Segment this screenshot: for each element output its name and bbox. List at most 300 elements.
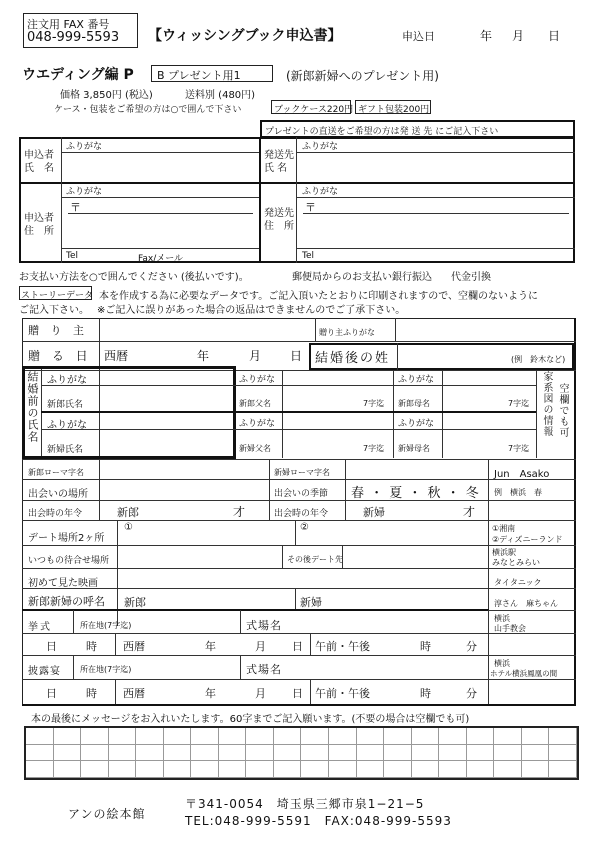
example-column-divider xyxy=(488,459,489,705)
message-cell[interactable] xyxy=(384,728,412,745)
divider xyxy=(236,411,536,413)
meet-season-options[interactable]: 春 ・ 夏 ・ 秋 ・ 冬 xyxy=(351,486,480,501)
reception-example-2: ホテル横浜鳳凰の間 xyxy=(490,669,558,678)
message-cell[interactable] xyxy=(439,728,467,745)
bride-father-input[interactable] xyxy=(284,431,354,455)
direct-ship-note: プレゼントの直送をご希望の方は発 送 先 にご記入下さい xyxy=(265,127,499,137)
seireki-label: 西暦 xyxy=(104,349,129,363)
giver-input[interactable] xyxy=(101,320,311,340)
message-cell[interactable] xyxy=(301,728,329,745)
divider xyxy=(296,152,575,153)
bride-age-unit: 才 xyxy=(463,505,476,519)
divider xyxy=(41,411,236,413)
purpose-text: (新郎新婦へのプレゼント用) xyxy=(286,69,439,83)
reception-seireki-label: 西暦 xyxy=(123,687,145,700)
divider xyxy=(22,459,576,460)
message-cell[interactable] xyxy=(412,761,440,778)
bride-mother-input[interactable] xyxy=(444,431,504,455)
divider xyxy=(41,385,236,386)
divider xyxy=(393,370,394,458)
message-cell[interactable] xyxy=(329,761,357,778)
message-cell[interactable] xyxy=(357,761,385,778)
message-cell[interactable] xyxy=(54,728,82,745)
reception-location-label: 所在地(7字迄) xyxy=(80,665,132,674)
message-cell[interactable] xyxy=(522,761,550,778)
payment-option-postal[interactable]: 郵便局からのお支払い xyxy=(292,272,392,283)
divider xyxy=(22,479,576,480)
groom-name-label: 新郎氏名 xyxy=(47,400,84,410)
bride-father-furigana-label: ふりがな xyxy=(239,419,276,429)
bride-mother-furigana-label: ふりがな xyxy=(398,419,435,429)
message-cell[interactable] xyxy=(522,728,550,745)
applicant-address-furigana-label: ふりがな xyxy=(66,187,103,197)
message-cell[interactable] xyxy=(136,728,164,745)
divider xyxy=(61,152,259,153)
series-title: ウエディング編 P xyxy=(22,67,134,83)
message-cell[interactable] xyxy=(384,745,412,762)
divider xyxy=(115,633,116,655)
divider xyxy=(296,137,297,263)
usual-meet-input[interactable] xyxy=(119,547,279,567)
message-cell[interactable] xyxy=(357,728,385,745)
message-cell[interactable] xyxy=(549,728,577,745)
recipient-name-input[interactable] xyxy=(298,154,573,181)
bride-roman-input[interactable] xyxy=(347,461,486,478)
groom-father-limit: 7字迄 xyxy=(363,399,385,408)
groom-roman-input[interactable] xyxy=(101,461,267,478)
ceremony-year-label: 年 xyxy=(205,640,216,653)
divider xyxy=(99,318,100,371)
message-cell[interactable] xyxy=(136,761,164,778)
reception-datetime-label: 日 時 xyxy=(46,687,106,700)
bride-mother-limit: 7字迄 xyxy=(508,444,530,453)
family-tree-note: 家系図の情報 xyxy=(541,371,552,437)
message-cell[interactable] xyxy=(54,761,82,778)
message-cell[interactable] xyxy=(246,745,274,762)
payment-option-bank[interactable]: 銀行振込 xyxy=(392,272,432,283)
recipient-address-furigana-label: ふりがな xyxy=(302,187,339,197)
reception-venue-label: 式場名 xyxy=(246,663,282,676)
message-cell[interactable] xyxy=(301,761,329,778)
groom-mother-furigana-input[interactable] xyxy=(444,371,534,384)
reception-day-input[interactable] xyxy=(270,681,290,702)
option-book-case-label: ブックケース220円 xyxy=(274,105,354,115)
message-cell[interactable] xyxy=(329,745,357,762)
message-cell[interactable] xyxy=(384,761,412,778)
message-cell[interactable] xyxy=(164,728,192,745)
message-cell[interactable] xyxy=(467,761,495,778)
married-surname-example: (例 鈴木など) xyxy=(511,355,566,364)
groom-mother-input[interactable] xyxy=(444,387,504,410)
divider xyxy=(73,610,74,633)
reception-minute-label: 分 xyxy=(466,687,477,700)
gift-date-label: 贈 る 日 xyxy=(28,349,92,363)
divider xyxy=(115,679,116,705)
applicant-name-label: 申込者 氏 名 xyxy=(24,150,54,174)
ceremony-minute-label: 分 xyxy=(466,640,477,653)
bride-mother-furigana-input[interactable] xyxy=(444,414,534,427)
divider xyxy=(61,137,62,263)
ceremony-label: 挙式 xyxy=(28,622,52,633)
message-cell[interactable] xyxy=(219,728,247,745)
message-cell[interactable] xyxy=(274,745,302,762)
message-cell[interactable] xyxy=(494,728,522,745)
divider xyxy=(22,588,576,589)
giver-label: 贈 り 主 xyxy=(28,324,88,337)
reception-hour-label: 時 xyxy=(420,687,431,700)
divider xyxy=(282,370,283,458)
message-cell[interactable] xyxy=(467,728,495,745)
after-date-label: その後デート先 xyxy=(287,555,343,564)
message-cell[interactable] xyxy=(164,761,192,778)
story-note-2: ご記入下さい。 xyxy=(19,305,89,316)
option-gift-wrap-label: ギフト包装200円 xyxy=(358,105,430,115)
message-cell[interactable] xyxy=(54,745,82,762)
message-note: 本の最後にメッセージをお入れいたします。60字までご記入願います。(不要の場合は空欄でも可) xyxy=(31,714,470,725)
divider xyxy=(73,655,74,679)
payment-option-cod[interactable]: 代金引換 xyxy=(451,272,491,283)
divider xyxy=(22,679,576,680)
message-cell[interactable] xyxy=(81,761,109,778)
recipient-furigana-input[interactable] xyxy=(298,139,573,151)
divider xyxy=(99,459,100,520)
reception-hour-input[interactable] xyxy=(380,681,418,702)
ceremony-datetime-label: 日 時 xyxy=(46,640,106,653)
bride-nickname-input[interactable] xyxy=(327,591,486,608)
message-cell[interactable] xyxy=(164,745,192,762)
bride-father-furigana-input[interactable] xyxy=(284,414,391,427)
divider xyxy=(397,343,398,370)
divider xyxy=(442,370,443,458)
divider xyxy=(488,610,576,611)
message-cell[interactable] xyxy=(109,761,137,778)
bride-furigana-label: ふりがな xyxy=(47,420,87,431)
bride-meet-age-label: 出会時の年令 xyxy=(274,509,329,519)
reception-label: 披露宴 xyxy=(28,666,61,677)
payment-note: お支払い方法を○で囲んでください (後払いです)。 xyxy=(19,272,249,283)
movie-example: タイタニック xyxy=(494,578,542,587)
ceremony-month-input[interactable] xyxy=(222,635,252,653)
divider xyxy=(240,655,241,679)
groom-furigana-label: ふりがな xyxy=(47,375,87,386)
divider xyxy=(22,655,576,656)
applicant-postal-input[interactable] xyxy=(80,199,250,212)
ceremony-day-label: 日 xyxy=(292,640,303,653)
message-cell[interactable] xyxy=(522,745,550,762)
divider xyxy=(269,459,270,520)
usual-meet-label: いつもの待合せ場所 xyxy=(28,556,110,566)
message-cell[interactable] xyxy=(81,728,109,745)
married-surname-label: 結婚後の姓 xyxy=(315,351,391,366)
usual-example-1: 横浜駅 xyxy=(492,548,516,557)
bride-name-label: 新婦氏名 xyxy=(47,445,84,455)
recipient-tel-input[interactable] xyxy=(318,250,568,262)
ceremony-day-input[interactable] xyxy=(270,635,290,653)
apply-date-label: 申込日 xyxy=(402,30,435,43)
divider xyxy=(342,545,343,568)
message-cell[interactable] xyxy=(274,728,302,745)
story-note-3: ※ご記入に誤りがあった場合の返品はできませんのでご了承下さい。 xyxy=(97,305,406,316)
meet-place-label: 出会いの場所 xyxy=(28,489,88,500)
divider xyxy=(19,182,575,184)
company-address: 〒341-0054 埼玉県三郷市泉1−21−5 xyxy=(185,797,425,811)
message-cell[interactable] xyxy=(109,745,137,762)
ceremony-venue-input[interactable] xyxy=(290,612,485,632)
reception-minute-input[interactable] xyxy=(435,681,463,702)
usual-example-2: みなとみらい xyxy=(492,558,540,567)
story-note-1: 本を作成する為に必要なデータです。ご記入頂いたとおりに印刷されますので、空欄のないように xyxy=(99,291,538,302)
applicant-furigana-input[interactable] xyxy=(63,139,257,151)
message-cell[interactable] xyxy=(494,761,522,778)
bride-furigana-input[interactable] xyxy=(101,414,233,427)
divider xyxy=(240,610,241,633)
message-cell[interactable] xyxy=(219,745,247,762)
applicant-fax-mail-input[interactable] xyxy=(192,250,256,262)
groom-father-furigana-input[interactable] xyxy=(284,371,391,384)
first-movie-input[interactable] xyxy=(119,570,486,587)
reception-day-label: 日 xyxy=(292,687,303,700)
reception-month-input[interactable] xyxy=(222,681,252,702)
divider xyxy=(259,137,261,263)
applicant-fax-mail-label: Fax/メール xyxy=(138,254,184,264)
edition-label: B プレゼント用1 xyxy=(157,69,241,82)
price-text: 価格 3,850円 (税込) xyxy=(60,90,153,101)
ceremony-venue-label: 式場名 xyxy=(246,619,282,632)
recipient-address-label: 発送先 住 所 xyxy=(264,208,294,232)
gift-day-input[interactable] xyxy=(264,344,286,366)
groom-mother-furigana-label: ふりがな xyxy=(398,375,435,385)
recipient-postal-input[interactable] xyxy=(316,199,566,212)
edition-box xyxy=(151,65,273,82)
message-cell[interactable] xyxy=(412,728,440,745)
message-cell[interactable] xyxy=(26,745,54,762)
married-surname-input[interactable] xyxy=(399,345,509,368)
ceremony-location-label: 所在地(7字迄) xyxy=(80,621,132,630)
message-cell[interactable] xyxy=(549,761,577,778)
divider xyxy=(61,197,259,198)
groom-name-input[interactable] xyxy=(101,387,233,410)
gift-month-label: 月 xyxy=(249,349,262,363)
message-cell[interactable] xyxy=(274,761,302,778)
bride-label: 新婦 xyxy=(363,506,385,519)
apply-month-label: 月 xyxy=(512,29,525,43)
applicant-postal-mark: 〒 xyxy=(70,201,81,214)
gift-day-label: 日 xyxy=(290,349,303,363)
message-cell[interactable] xyxy=(81,745,109,762)
bride-father-label: 新婦父名 xyxy=(239,444,271,453)
reception-year-label: 年 xyxy=(205,687,216,700)
divider xyxy=(22,500,576,501)
apply-year-label: 年 xyxy=(480,29,493,43)
gift-year-input[interactable] xyxy=(132,344,192,366)
bride-nickname-label: 新婦 xyxy=(300,596,322,609)
date-place-2-marker: ② xyxy=(300,522,309,533)
reception-ampm[interactable]: 午前・午後 xyxy=(315,687,370,700)
giver-furigana-input[interactable] xyxy=(397,320,572,340)
message-cell[interactable] xyxy=(357,745,385,762)
story-data-label: ストーリーデータ xyxy=(21,291,94,301)
message-cell[interactable] xyxy=(191,745,219,762)
option-book-case[interactable] xyxy=(271,100,354,115)
date-place-1-input[interactable] xyxy=(136,522,291,544)
ceremony-year-input[interactable] xyxy=(150,635,202,653)
divider xyxy=(22,520,576,521)
message-cell[interactable] xyxy=(219,761,247,778)
story-data-label-box xyxy=(19,286,92,300)
nick-example: 淳さん 麻ちゃん xyxy=(494,599,558,608)
roman-example: Jun Asako xyxy=(494,469,550,480)
message-cell[interactable] xyxy=(301,745,329,762)
message-cell[interactable] xyxy=(329,728,357,745)
message-cell[interactable] xyxy=(549,745,577,762)
date-example-2: ②ディズニーランド xyxy=(492,535,563,544)
groom-father-label: 新郎父名 xyxy=(239,399,271,408)
company-contact: TEL:048-999-5591 FAX:048-999-5593 xyxy=(185,814,452,828)
table-right-edge xyxy=(574,318,576,705)
message-cell[interactable] xyxy=(246,728,274,745)
bride-father-limit: 7字迄 xyxy=(363,444,385,453)
divider xyxy=(315,318,316,341)
message-cell[interactable] xyxy=(191,728,219,745)
message-cell[interactable] xyxy=(494,745,522,762)
options-note: ケース・包装をご希望の方は○で囲んで下さい xyxy=(54,105,242,115)
fax-number: 048-999-5593 xyxy=(27,30,120,45)
divider xyxy=(395,318,396,341)
first-movie-label: 初めて見た映画 xyxy=(28,578,98,589)
applicant-tel-input[interactable] xyxy=(82,250,132,262)
divider xyxy=(296,197,575,198)
date-example-1: ①湘南 xyxy=(492,524,516,533)
ceremony-hour-input[interactable] xyxy=(380,635,418,653)
date-place-1-marker: ① xyxy=(124,522,133,533)
nicknames-label: 新郎新婦の呼名 xyxy=(28,595,105,608)
divider xyxy=(296,248,575,249)
divider xyxy=(22,545,576,546)
divider xyxy=(536,370,537,458)
bride-meet-age-input[interactable] xyxy=(390,502,460,519)
groom-label: 新郎 xyxy=(117,506,139,519)
divider xyxy=(22,633,576,634)
groom-mother-limit: 7字迄 xyxy=(508,399,530,408)
ceremony-example-1: 横浜 xyxy=(494,614,510,623)
bride-name-input[interactable] xyxy=(101,431,233,455)
divider xyxy=(310,633,311,655)
after-date-input[interactable] xyxy=(344,547,486,567)
gift-year-label: 年 xyxy=(197,349,210,363)
message-cell[interactable] xyxy=(246,761,274,778)
groom-nickname-label: 新郎 xyxy=(124,596,146,609)
ceremony-seireki-label: 西暦 xyxy=(123,640,145,653)
meet-season-label: 出会いの季節 xyxy=(274,489,329,499)
table-bottom-edge xyxy=(22,704,576,706)
apply-day-label: 日 xyxy=(548,29,561,43)
applicant-furigana-label: ふりがな xyxy=(66,142,103,152)
divider xyxy=(22,568,576,569)
groom-meet-age-input[interactable] xyxy=(145,502,230,519)
groom-age-unit: 才 xyxy=(233,505,246,519)
recipient-address-input[interactable] xyxy=(298,215,573,246)
ceremony-location-input[interactable] xyxy=(127,612,237,632)
divider xyxy=(345,459,346,520)
groom-father-input[interactable] xyxy=(284,387,354,410)
postal-underline xyxy=(68,213,253,214)
giver-furigana-label: 贈り主ふりがな xyxy=(319,328,375,337)
ceremony-example-2: 山手教会 xyxy=(494,624,526,633)
blank-ok-note: 空欄でも可 xyxy=(557,383,568,438)
groom-mother-label: 新郎母名 xyxy=(398,399,430,408)
divider xyxy=(295,588,296,609)
maiden-name-vertical-label: 結婚前の氏名 xyxy=(26,371,39,443)
message-cell[interactable] xyxy=(439,745,467,762)
message-grid[interactable] xyxy=(24,726,579,780)
shipping-text: 送料別 (480円) xyxy=(185,90,256,101)
groom-meet-age-label: 出会時の年令 xyxy=(28,509,83,519)
postal-underline xyxy=(303,213,569,214)
meet-place-input[interactable] xyxy=(101,481,267,499)
applicant-address-input[interactable] xyxy=(63,215,257,246)
applicant-tel-label: Tel xyxy=(66,251,79,261)
bride-roman-label: 新婦ローマ字名 xyxy=(274,468,330,477)
reception-example-1: 横浜 xyxy=(494,659,510,668)
recipient-name-label: 発送先 氏 名 xyxy=(264,150,294,174)
fax-number-box xyxy=(23,13,138,48)
message-cell[interactable] xyxy=(439,761,467,778)
divider xyxy=(310,679,311,705)
divider xyxy=(22,341,576,342)
divider xyxy=(41,429,236,430)
ceremony-month-label: 月 xyxy=(255,640,266,653)
divider xyxy=(282,545,283,568)
company-name: アンの絵本館 xyxy=(68,807,146,821)
bride-mother-label: 新婦母名 xyxy=(398,444,430,453)
ceremony-minute-input[interactable] xyxy=(435,635,463,653)
divider xyxy=(295,520,296,545)
direct-ship-note-box xyxy=(260,120,575,138)
reception-year-input[interactable] xyxy=(150,681,202,702)
date-place-2-input[interactable] xyxy=(312,522,485,544)
applicant-name-input[interactable] xyxy=(63,154,257,181)
reception-venue-input[interactable] xyxy=(290,657,485,677)
recipient-tel-label: Tel xyxy=(302,251,315,261)
fax-label: 注文用 FAX 番号 xyxy=(27,18,110,31)
form-title: 【ウィッシングブック申込書】 xyxy=(148,28,342,44)
gift-month-input[interactable] xyxy=(213,344,243,366)
groom-furigana-input[interactable] xyxy=(101,370,233,383)
date-places-label: デート場所2ヶ所 xyxy=(28,533,105,544)
recipient-postal-mark: 〒 xyxy=(305,201,316,214)
message-cell[interactable] xyxy=(412,745,440,762)
option-gift-wrap[interactable] xyxy=(355,100,431,114)
groom-father-furigana-label: ふりがな xyxy=(239,375,276,385)
groom-nickname-input[interactable] xyxy=(152,591,292,608)
divider xyxy=(22,609,489,611)
reception-location-input[interactable] xyxy=(127,657,237,677)
message-cell[interactable] xyxy=(191,761,219,778)
message-cell[interactable] xyxy=(136,745,164,762)
divider xyxy=(236,429,536,430)
message-cell[interactable] xyxy=(467,745,495,762)
message-cell[interactable] xyxy=(109,728,137,745)
meet-example: 例 横浜 春 xyxy=(494,488,542,497)
ceremony-ampm[interactable]: 午前・午後 xyxy=(315,640,370,653)
recipient-furigana-label: ふりがな xyxy=(302,142,339,152)
divider xyxy=(236,385,536,386)
groom-roman-label: 新郎ローマ字名 xyxy=(28,468,84,477)
applicant-address-label: 申込者 住 所 xyxy=(24,213,54,237)
ceremony-hour-label: 時 xyxy=(420,640,431,653)
message-cell[interactable] xyxy=(26,728,54,745)
message-cell[interactable] xyxy=(26,761,54,778)
